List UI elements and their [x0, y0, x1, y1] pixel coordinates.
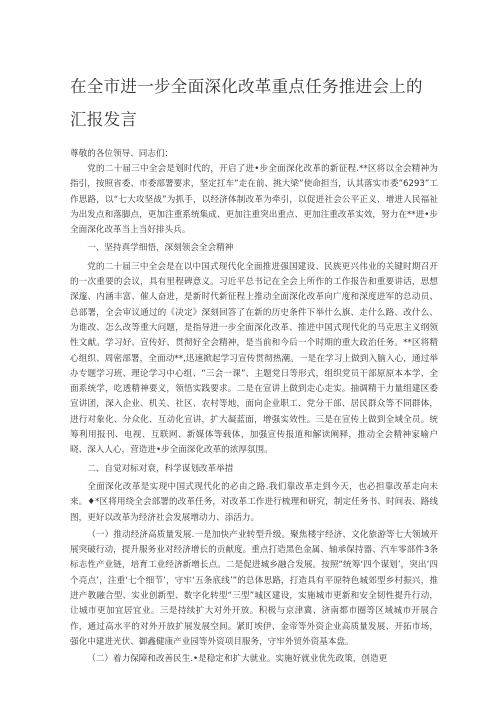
document-title: 在全市进一步全面深化改革重点任务推进会上的汇报发言: [70, 77, 423, 129]
section-2-paragraph: 全面深化改革是实现中国式现代化的必由之路.我们靠改革走到今天，也必担靠改革走向未来。♦*区将用绕全会部署的改革任务，对改革工作进行梳理和研究，制定任务书、时间表、路线图，更好以改革为经济社会发展增动力、添活力。: [70, 481, 438, 523]
section-heading-2: 二、自觉对标对衰，科学谋划改革举措: [87, 463, 234, 474]
intro-paragraph: 党的二十届三中全会是划时代的，开启了进•步全面深化改革的新征程.**区将以全会精神为指引，按照省委、市委部署要求，坚定扛车”走在前、挑大梁”使命担当，认其落实市委”6293”工作思路，以“七大攻坚战”为抓手，以经济体制改革为牵引，以促进社会公平正义、增进人民福祉为出发点和落脚点，更加注重系统集成、更加注重突出重点、更加注重改革实效，努力在**进•步全面深化改革当上当好排头兵。: [70, 164, 438, 236]
salutation: 尊敬的各位领导、同志们：: [70, 149, 174, 159]
subsection-1-paragraph: （一）推动经济高质量发展.一是加快产业转型升级。聚焦楼宇经济、文化旅游等七大领域开展突破行动，提升服务业对经济增长的贡献度。重点打造黑色金属、轴承保持器、汽车零部件3条标志性产业链，培育工业经济新增长点。二是促进城乡融合发展。按照“统筹‘四个谋划’，突出‘四个亮点’，注重‘七个细节’，守牢‘五条底线’”的总体思路，打造具有平原特色城郊型乡村振兴，推进产教融合型、实业创新型、数字化转型“三型”城区建设，实施城市更新和安全韧性提升行动，让城市更加宜居宜业。三是持续扩大对外开放。积极与京津冀、济南都市圈等区域城市开展合作，通过高水平的对外开放扩展发展空间。紧盯埃伊、金帝等外资企业高质量发展、开拓市场，强化中建进光伏、御鑫健康产业园等外资项目服务，守牢外贸外资基本盘。: [70, 529, 438, 647]
section-1-paragraph: 党的二十届三中全会是在以中国式现代化全面推进强国建设、民族更兴伟业的关键时期召开的一次重要的会议，具有里程碑意义。习近平总书记在全会上所作的工作报告和重要讲话，思想深邃、内涵丰富、催人奋进，是新时代新征程上推动全面深化改革向广度和深度进军的总动员、总部署，全会审议通过的《决定》深刻回答了在新的历史条件下举什么旗、走什么路、改什么、为谁改、怎么改等重大问题，是指导进一步全面深化改革、推进中国式现代化的马克思主义纲领性文献。学习好、宣传好、贯彻好全会精神，是当前和今后一个时期的重大政治任务。**区将精心组织、周密部署，全面动**,迅速掀起学习宣传贯彻热潮。一是在学习上做到入脑入心，通过举办专题学习班、理论学习中心组、“三会一课”、主题党日等形式，组织党员干部原原本本学、全面系统学，吃透精神要义，领悟实践要求。二是在宣讲上做到走心走实。抽调精干力量组建区委宣讲团，深入企业、机关、社区、农村等地，面向企业职工、党分干部、居民群众等不同群体，进行对象化、分众化、互动化宣讲，扩大凝蓝面，增强实效性。三是在宣传上做到全域全员。统筹利用报刊、电视、互联网、新媒体等载体，加强宣传报道和解读阐释，推动全会精神家喻户晓、深入人心，营造进•步全面深化改革的浓厚氛围。: [70, 261, 438, 456]
subsection-2-paragraph: （二）着力保障和改善民生.•是稳定和扩大就业。实施好就业优先政策，创造更: [87, 654, 388, 665]
section-heading-1: 一、坚持真学细悟，深刻领会全会精神: [87, 243, 234, 254]
